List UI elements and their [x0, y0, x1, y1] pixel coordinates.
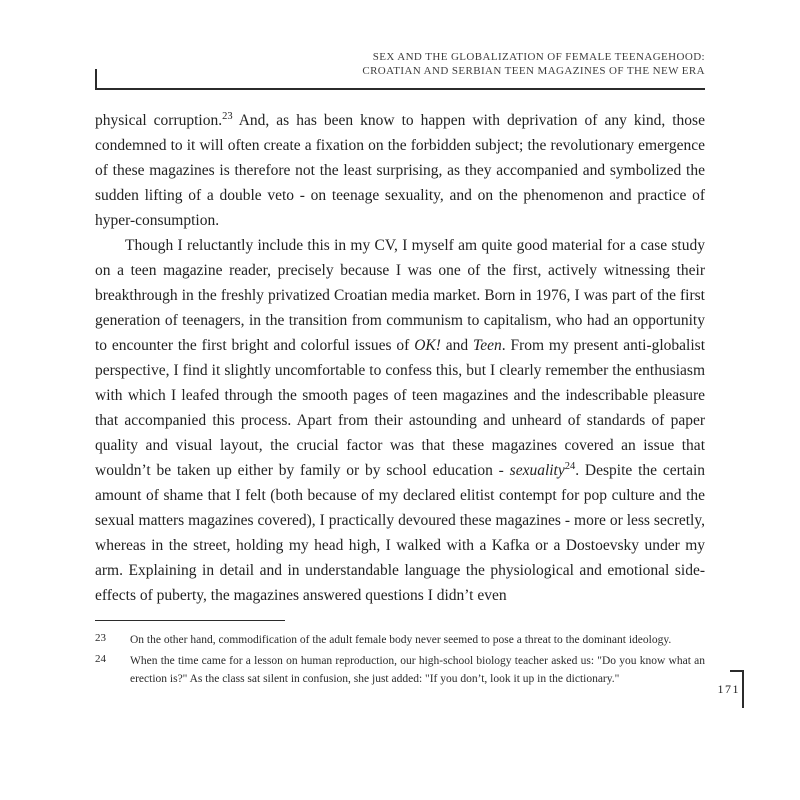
footnotes [95, 631, 705, 689]
body-text-segment: Though I reluctantly include this in my CV, I myself am quite good material for a case study on a teen magazine reader, precisely because I was one of the first, actively witnessing their breakthrough in the freshly privatized Croatian media market. Born in 1976, I was part of the first generation of teenagers, in the transition from communism to capitalism, who had an opportunity to encounter the first bright and colorful issues of [95, 237, 705, 354]
body-text-segment: . From my present anti-globalist perspective, I find it slightly uncomfortable to confess this, but I clearly remember the enthusiasm with which I leafed through the smooth pages of teen magazines and the indescribable pleasure that accompanied this process. Apart from their astounding and unheard of standards of paper quality and visual layout, the crucial factor was that these magazines covered an issue that wouldn’t be taken up either by family or by school education - [95, 337, 706, 479]
running-head-line1: SEX AND THE GLOBALIZATION OF FEMALE TEENAGEHOOD: [372, 51, 705, 63]
body-text-segment: and [440, 337, 474, 354]
body-text-segment: And, as has been know to happen with deprivation of any kind, those condemned to it will often create a fixation on the forbidden subject; the revolutionary emergence of these magazines is therefore not the least surprising, as they accompanied and symbolized the sudden lifting of a double veto - on teenage sexuality, and on the phenomenon and practice of hyper-consumption. [95, 112, 705, 229]
page-number: 171 [717, 681, 740, 696]
footnote-ref: 23 [222, 110, 233, 122]
italic-text: OK! [414, 337, 441, 354]
paragraph-2 [95, 233, 705, 608]
body-text [95, 108, 705, 608]
italic-text: Teen [473, 337, 502, 354]
content-column [95, 0, 705, 691]
italic-text: sexuality [509, 462, 565, 479]
body-text-segment: . Despite the certain amount of shame that I felt (both because of my declared elitist contempt for pop culture and the sexual matters magazines covered), I practically devoured these magazines - more or less secretly, whereas in the street, holding my head high, I walked with a Kafka or a Dostoevsky under my arm. Explaining in detail and in understandable language the physiological and emotional side-effects of puberty, the magazines answered questions I didn’t even [95, 462, 706, 604]
footnote-ref: 24 [564, 460, 576, 472]
page-header [95, 0, 705, 90]
paragraph-1 [95, 108, 705, 233]
footnote-text: When the time came for a lesson on human reproduction, our high-school biology teacher asked us: "Do you know what an erection is?" As the class sat silent in confusion, she just added: "If you don’t, look it up in the dictionary." [130, 654, 705, 685]
footnote-number: 23 [95, 632, 106, 644]
footnote-rule [95, 620, 285, 621]
page-number-block [708, 670, 744, 708]
footnote-item [95, 631, 705, 650]
running-head-line2: CROATIAN AND SERBIAN TEEN MAGAZINES OF THE NEW ERA [362, 65, 705, 77]
footnote-text: On the other hand, commodification of the adult female body never seemed to pose a threat to the dominant ideology. [130, 634, 672, 646]
footnote-item [95, 652, 705, 689]
footnote-number: 24 [95, 652, 106, 665]
footnote-section [95, 620, 705, 689]
body-text-segment: physical corruption. [95, 112, 223, 129]
